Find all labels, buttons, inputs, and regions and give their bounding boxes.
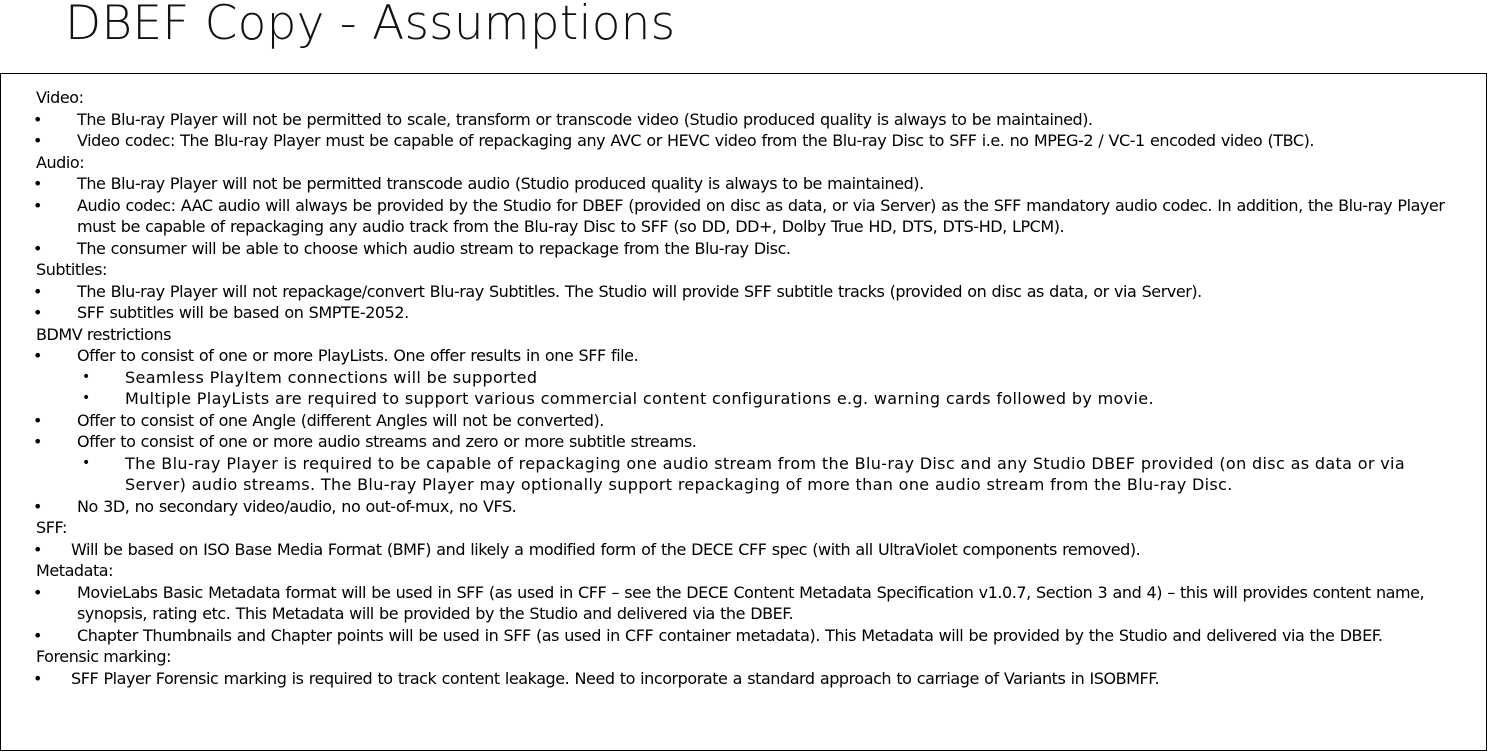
section-heading-audio: Audio:: [36, 152, 85, 172]
section-heading-subtitles: Subtitles:: [36, 260, 107, 279]
section-heading-bdmv: BDMV restrictions: [36, 324, 171, 344]
list-item: • Offer to consist of one or more audio streams and zero or more subtitle streams.: [36, 431, 1466, 453]
list-item: • Will be based on ISO Base Media Format (BMF) and likely a modified form of the DECE CFF spec (with all UltraViolet components removed).: [36, 539, 1466, 561]
sub-list-item: • Multiple PlayLists are required to support various commercial content configurations e.g. warning cards followed by movie.: [36, 388, 1466, 410]
list-item: • The Blu-ray Player will not be permitted transcode audio (Studio produced quality is always to be maintained).: [36, 173, 1466, 195]
section-heading-video: Video:: [36, 88, 84, 107]
assumptions-list: [36, 87, 1466, 689]
section-heading-metadata: Metadata:: [36, 561, 114, 580]
sub-list-item: • Seamless PlayItem connections will be supported: [36, 367, 1466, 389]
list-item: • The Blu-ray Player will not repackage/convert Blu-ray Subtitles. The Studio will provide SFF subtitle tracks (provided on disc as data, or via Server).: [36, 281, 1466, 303]
section-heading-forensic: Forensic marking:: [36, 647, 172, 666]
list-item: • The consumer will be able to choose which audio stream to repackage from the Blu-ray Disc.: [36, 238, 1466, 260]
list-item: • Video codec: The Blu-ray Player must be capable of repackaging any AVC or HEVC video from the Blu-ray Disc to SFF i.e. no MPEG-2 / VC-1 encoded video (TBC).: [36, 130, 1466, 152]
list-item: • SFF subtitles will be based on SMPTE-2052.: [36, 302, 1466, 324]
list-item: • No 3D, no secondary video/audio, no out-of-mux, no VFS.: [36, 496, 1466, 518]
list-item: • The Blu-ray Player will not be permitted to scale, transform or transcode video (Studio produced quality is always to be maintained).: [36, 109, 1466, 131]
list-item: • MovieLabs Basic Metadata format will be used in SFF (as used in CFF – see the DECE Content Metadata Specification v1.0.7, Section 3 and 4) – this will provides content name, synopsis, rating etc. This Metadata will be provided by the Studio and delivered via the DBEF.: [36, 582, 1466, 625]
content-box: [0, 73, 1487, 751]
list-item: • Chapter Thumbnails and Chapter points will be used in SFF (as used in CFF container metadata). This Metadata will be provided by the Studio and delivered via the DBEF.: [36, 625, 1466, 647]
slide-title: DBEF Copy - Assumptions: [65, 0, 676, 51]
list-item: • SFF Player Forensic marking is required to track content leakage. Need to incorporate a standard approach to carriage of Variants in ISOBMFF.: [36, 668, 1466, 690]
list-item: • Offer to consist of one or more PlayLists. One offer results in one SFF file.: [36, 345, 1466, 367]
sub-list-item: • The Blu-ray Player is required to be capable of repackaging one audio stream from the Blu-ray Disc and any Studio DBEF provided (on disc as data or via Server) audio streams. The Blu-ray Player may optionally support repackaging of more than one audio stream from the Blu-ray Disc.: [36, 453, 1466, 496]
list-item: • Audio codec: AAC audio will always be provided by the Studio for DBEF (provided on disc as data, or via Server) as the SFF mandatory audio codec. In addition, the Blu-ray Player must be capable of repackaging any audio track from the Blu-ray Disc to SFF (so DD, DD+, Dolby True HD, DTS, DTS-HD, LPCM).: [36, 195, 1466, 238]
section-heading-sff: SFF:: [36, 518, 67, 537]
list-item: • Offer to consist of one Angle (different Angles will not be converted).: [36, 410, 1466, 432]
